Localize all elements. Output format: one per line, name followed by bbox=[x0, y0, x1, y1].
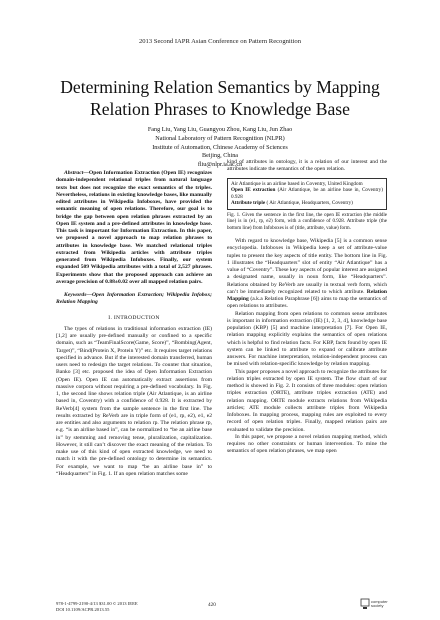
author-lab: National Laboratory of Pattern Recognition (NLPR) bbox=[155, 134, 285, 142]
intro-heading: I. INTRODUCTION bbox=[108, 314, 160, 321]
footer-isbn: 978-1-4799-2190-4/13 $31.00 © 2013 IEEE bbox=[56, 601, 138, 606]
right-paragraph-1 bbox=[227, 238, 387, 311]
logo-line-2: society bbox=[371, 603, 384, 609]
title-line-2: Relation Phrases to Knowledge Base bbox=[90, 99, 350, 119]
logo-line-1: computer bbox=[371, 599, 388, 604]
abstract bbox=[56, 170, 212, 286]
footer-left bbox=[56, 601, 138, 613]
title-line-1: Determining Relation Semantics by Mapping bbox=[60, 77, 380, 97]
figure-1-openie bbox=[231, 187, 383, 200]
abstract-text: Open Information Extraction (Open IE) recognizes domain-independent relational triples from natural language texts but does not recognize the exact semantics of the triples. Nevertheless, relations in existing knowledge bases, like manually edited attributes in Wikipedia Infoboxes, have provided the semantic meaning of open relations. Therefore, our goal is to bridge the gap between open relation phrases extracted by an Open IE system and a pre-defined attributes in knowledge base. This task is important for Information Extraction. In this paper, we proposed a novel approach to map relation phrases to attributes in knowledge base. We matched relational triples extracted from Wikipedia articles with attribute triples generated from Wikipedia Infoboxes. Finally, our system expanded 509 Wikipedia attributes with a total of 2,527 phrases. Experiments show that the proposed approach can achieve an average precision of 0.88±0.02 over all mapped relation pairs. bbox=[56, 170, 212, 285]
right-paragraph-1-text: With regard to knowledge base, Wikipedia [5] is a common sense encyclopedia. Infoboxes in Wikipedia keep a set of attribute-value tuples to present the key aspects of title entity. The bottom line in Fig. 1 illustrates the “Headquarters” slot of entity “Air Atlantique” has a value of “Coventry”. These key aspects of popular interest are assigned a designated name, usually in noun form, like “Headquarters”. Relations obtained by ReVerb are usually in textual verb form, which can’t be immediately recognized related to which attribute. bbox=[227, 238, 387, 295]
carry-over-paragraph: kind of attributes in ontology, it is a relation of our interest and the attributes indicate the semantics of the open relation. bbox=[227, 159, 387, 173]
footer-doi: DOI 10.1109/ACPR.2013.55 bbox=[56, 607, 110, 612]
figure-1-box bbox=[227, 178, 387, 210]
relation-mapping-term: Relation Mapping bbox=[227, 288, 387, 303]
left-column bbox=[56, 170, 212, 478]
author-city: Beijing, China bbox=[201, 152, 239, 160]
author-institute: Institute of Automation, Chinese Academy of Sciences bbox=[152, 143, 288, 151]
keywords: Keywords—Open Information Extraction; Wikipedia Infobox; Relation Mapping bbox=[56, 292, 212, 306]
figure-1-attribute bbox=[231, 200, 383, 207]
intro-paragraph-1: The types of relations in traditional information extraction (IE) [1,2] are usually pre-defined manually or confined to a specific domain, such as “TeamFinalScore(Game, Score)”, “Bombing(Agent, Target)”, “Bind(Protein X, Protein Y)” etc. It requires target relations specified in advance. But if the interested domain transferred, human users need to redesign the target relations. To counter that situation, Banko [3] etc. proposed the idea of Open Information Extraction (Open IE). Open IE can automatically extract assertions from massive corpora without requiring a pre-defined vocabulary. In Fig. 1, the second line shows relation triple (Air Atlantique, is an airline based in, Coventry) with a confidence of 0.928. It is extracted by ReVerb[4] system from the sample sentence in the first line. The results extracted by ReVerb are in triple form of (e1, rp, e2), e1, e2 are entities and also arguments to relation rp. The relation phrase rp, e.g. “is an airline based in”, can be normalized to “be an airline base in” by stemming and removing tense, pluralization, capitalization. However, it still can’t discover the exact meaning of the relation. To make use of this kind of open extracted knowledge, we need to match it with the pre-defined ontology to determine its semantics. For example, we want to map “be an airline base in” to “Headquarters” in Fig. 1. If an open relation matches some bbox=[56, 325, 212, 477]
computer-society-logo bbox=[360, 597, 390, 611]
right-paragraph-4: In this paper, we propose a novel relation mapping method, which requires no other constraints or human intervention. To mine the semantics of open relation phrases, we map open bbox=[227, 433, 387, 455]
right-paragraph-2: Relation mapping from open relations to common sense attributes is important in information extraction (IE) [1, 2, 3, 4], knowledge base population (KBP) [5] and machine interpretation [7]. For Open IE, relation mapping explicitly explains the semantics of open relations which is helpful to find relation facts. For KBP, facts found by open IE system can be linked to attribute to expand or calibrate attribute answers. For machine interpretation, relation-independent process can be mixed with relation-specific knowledge by relation mapping. bbox=[227, 310, 387, 368]
page-number: 420 bbox=[208, 602, 216, 608]
right-column bbox=[227, 159, 387, 456]
figure-1-attribute-label: Attribute triple bbox=[231, 200, 266, 207]
conference-header: 2013 Second IAPR Asian Conference on Pattern Recognition bbox=[138, 38, 302, 45]
right-paragraph-1-tail: (a.k.a Relation Paraphrase [6]) aims to map the semantics of open relations to attributes. bbox=[227, 296, 387, 310]
figure-1-openie-label: Open IE extraction bbox=[231, 187, 276, 194]
figure-1-caption: Fig. 1. Given the sentence in the first line, the open IE extraction (the middle line) is in (e1, rp, e2) form, with a confidence of 0.928. Attribute triple (the bottom line) from Infoboxes is of (title, attribute, value) form. bbox=[227, 212, 387, 231]
figure-1-openie-value: (Air Atlantique, be an airline base in, Coventry) 0.928 bbox=[231, 187, 383, 200]
paper-title bbox=[20, 76, 420, 120]
abstract-lead: Abstract— bbox=[64, 170, 89, 176]
computer-society-logo-icon bbox=[360, 598, 370, 610]
figure-1-attribute-value: ( Air Atlantique, Headquarters, Coventry) bbox=[265, 200, 353, 207]
right-paragraph-3: This paper proposes a novel approach to recognize the attributes for relation triples extracted by open IE system. The flow chart of our method is showed in Fig. 2. It consists of three modules: open relation triples extraction (ORTE), attribute triples extraction (ATE) and relation mapping. ORTE module extracts relations from Wikipedia articles; ATE module collects attribute triples from Wikipedia Infoboxes. In mapping process, mapping rules are exploited to every record of open relation triples. Finally, mapped relation pairs are evaluated to validate the precision. bbox=[227, 368, 387, 433]
figure-1-sentence: Air Atlantique is an airline based in Coventry, United Kingdom bbox=[231, 180, 363, 187]
author-names: Fang Liu, Yang Liu, Guangyou Zhou, Kang Liu, Jun Zhao bbox=[147, 126, 293, 133]
author-email: fliu@nlpr.ia.ac.cn bbox=[197, 161, 243, 169]
